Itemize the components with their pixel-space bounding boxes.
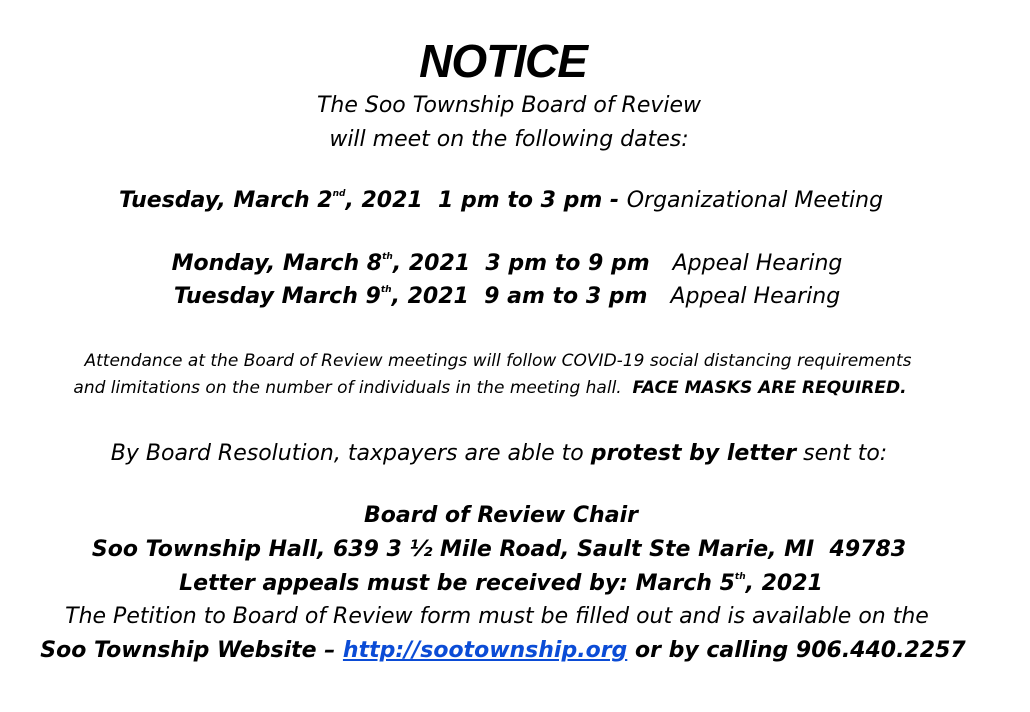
meeting-date-3 [0, 284, 1022, 309]
deadline-prefix: Letter appeals must be received by: March 5 [179, 571, 735, 596]
face-masks-required: FACE MASKS ARE REQUIRED. [632, 378, 907, 398]
date-2-day: Monday, March 8 [171, 251, 383, 276]
website-link[interactable]: http://sootownship.org [342, 638, 628, 663]
deadline-ordinal: th [734, 572, 746, 582]
address-hall: Soo Township Hall, 639 3 ½ Mile Road, Sault Ste Marie, MI 49783 [91, 537, 907, 562]
protest-after: sent to: [796, 441, 888, 466]
intro-line-1: The Soo Township Board of Review [316, 93, 702, 118]
date-1-purpose: Organizational Meeting [626, 188, 884, 213]
date-2-ordinal: th [382, 252, 393, 262]
petition-line: The Petition to Board of Review form must be filled out and is available on the [65, 604, 929, 629]
date-1-time: , 2021 1 pm to 3 pm - [345, 188, 627, 213]
protest-statement [0, 441, 1014, 466]
date-1-ordinal: nd [332, 189, 346, 199]
address-chair: Board of Review Chair [364, 503, 638, 528]
deadline-suffix: , 2021 [745, 571, 823, 596]
date-3-purpose: Appeal Hearing [670, 284, 841, 309]
date-2-time: , 2021 3 pm to 9 pm [392, 251, 673, 276]
attendance-line-1: Attendance at the Board of Review meetings will follow COVID-19 social distancing requirements [84, 351, 912, 371]
website-prefix: Soo Township Website – [40, 638, 343, 663]
date-3-ordinal: th [380, 285, 392, 295]
attendance-line-2 [0, 378, 1005, 398]
intro-line-2: will meet on the following dates: [329, 127, 689, 152]
meeting-date-2 [0, 251, 1022, 276]
deadline-line [0, 571, 1016, 596]
protest-emphasis: protest by letter [590, 441, 797, 466]
protest-before: By Board Resolution, taxpayers are able to [110, 441, 591, 466]
website-line [0, 638, 1018, 663]
date-1-day: Tuesday, March 2 [118, 188, 333, 213]
notice-title: NOTICE [419, 35, 587, 87]
date-3-day: Tuesday March 9 [173, 284, 381, 309]
meeting-date-1 [0, 188, 1016, 213]
attendance-line-2-text: and limitations on the number of individuals in the meeting hall. [73, 378, 633, 398]
website-suffix: or by calling 906.440.2257 [627, 638, 966, 663]
date-2-purpose: Appeal Hearing [672, 251, 843, 276]
date-3-time: , 2021 9 am to 3 pm [391, 284, 671, 309]
